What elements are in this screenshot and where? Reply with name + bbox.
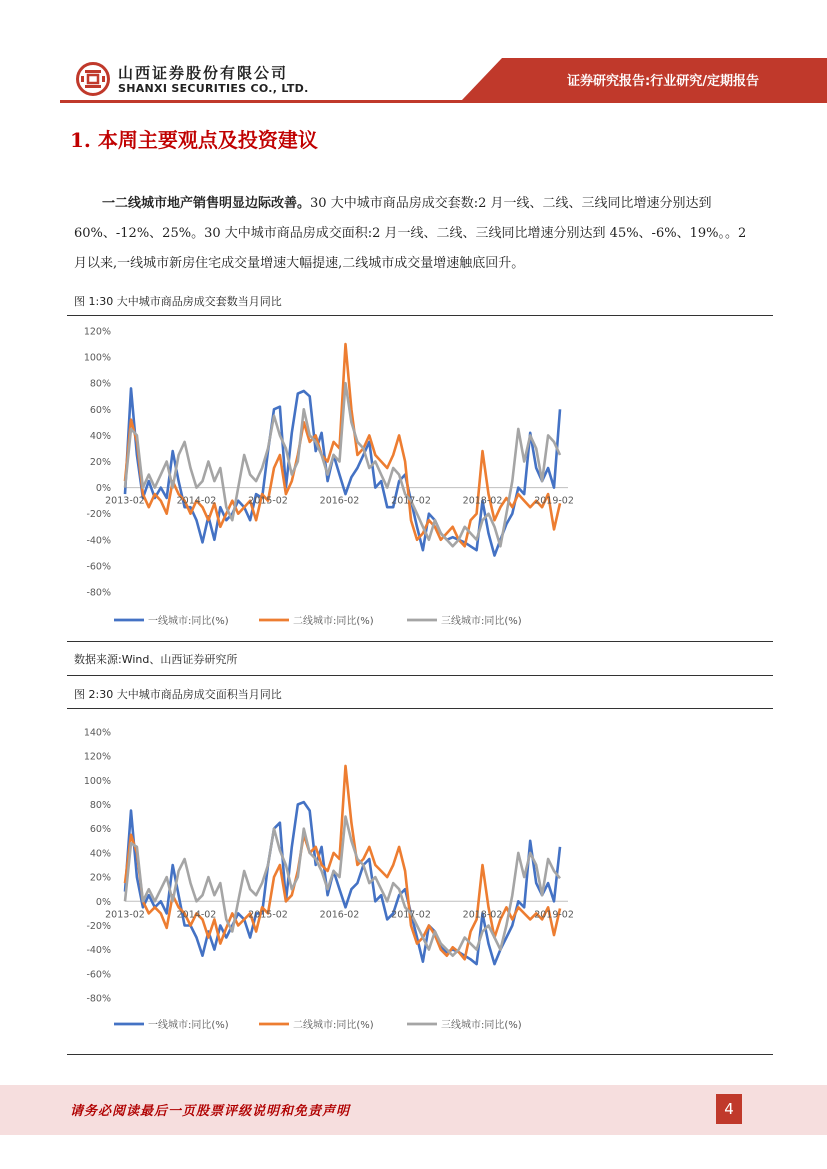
x-tick-label: 2019-02: [534, 495, 574, 507]
y-tick-label: 40%: [89, 430, 111, 442]
figure-2-title: 图 2:30 大中城市商品房成交面积当月同比: [74, 688, 282, 701]
legend-label-2: 二线城市:同比(%): [293, 616, 374, 627]
company-name-en: SHANXI SECURITIES CO., LTD.: [118, 82, 309, 95]
x-tick-label: 2018-02: [462, 495, 503, 507]
y-tick-label: -60%: [86, 969, 111, 981]
y-tick-label: -80%: [86, 993, 111, 1005]
x-tick-label: 2017-02: [391, 909, 431, 921]
y-tick-label: -20%: [86, 920, 111, 932]
legend-label-3: 三线城市:同比(%): [441, 616, 522, 627]
footer-disclaimer: 请务必阅读最后一页股票评级说明和免责声明: [70, 1104, 351, 1119]
figure-1-source: 数据来源:Wind、山西证券研究所: [74, 653, 238, 666]
x-tick-label: 2019-02: [534, 909, 574, 921]
x-tick-label: 2014-02: [176, 909, 217, 921]
y-tick-label: 120%: [83, 751, 111, 763]
y-tick-label: -60%: [86, 561, 111, 573]
company-name-cn: 山西证券股份有限公司: [118, 64, 289, 82]
y-tick-label: 80%: [89, 800, 111, 812]
x-tick-label: 2014-02: [176, 495, 217, 507]
x-tick-label: 2013-02: [105, 495, 145, 507]
figure-2-bottom-rule: [67, 1054, 773, 1055]
y-tick-label: 100%: [83, 352, 111, 364]
y-tick-label: 0%: [95, 483, 111, 495]
body-paragraph: [74, 189, 758, 279]
page-header: [0, 0, 827, 108]
series-line-3: [125, 383, 560, 546]
x-tick-label: 2016-02: [319, 909, 360, 921]
figure-1-top-rule: [67, 315, 773, 316]
series-line-2: [125, 766, 560, 959]
report-type-label: 证券研究报告:行业研究/定期报告: [567, 74, 759, 89]
y-tick-label: -20%: [86, 509, 111, 521]
figure-1-source-rule: [67, 675, 773, 676]
series-line-2: [125, 344, 560, 546]
x-tick-label: 2016-02: [319, 495, 360, 507]
y-tick-label: 40%: [89, 848, 111, 860]
y-tick-label: 20%: [89, 457, 111, 468]
y-tick-label: -80%: [86, 587, 111, 599]
x-tick-label: 2018-02: [462, 909, 503, 921]
figure-2-chart: [67, 711, 773, 1049]
section-title: 1. 本周主要观点及投资建议: [70, 128, 318, 152]
y-tick-label: 140%: [83, 727, 111, 739]
legend-label-1: 一线城市:同比(%): [148, 1020, 229, 1031]
y-tick-label: -40%: [86, 945, 111, 957]
x-tick-label: 2015-02: [248, 909, 288, 921]
figure-1-chart: [67, 318, 773, 640]
y-tick-label: 20%: [89, 872, 111, 884]
y-tick-label: -40%: [86, 535, 111, 547]
header-divider: [60, 100, 827, 103]
figure-1-title: 图 1:30 大中城市商品房成交套数当月同比: [74, 295, 282, 308]
y-tick-label: 0%: [95, 896, 111, 908]
x-tick-label: 2013-02: [105, 909, 145, 921]
figure-1-bottom-rule: [67, 641, 773, 642]
x-tick-label: 2017-02: [391, 495, 431, 507]
y-tick-label: 60%: [89, 824, 111, 836]
x-tick-label: 2015-02: [248, 495, 288, 507]
paragraph-text: 30 大中城市商品房成交套数:2 月一线、二线、三线同比增速分别达到 60%、-12%、25%。30 大中城市商品房成交面积:2 月一线、二线、三线同比增速分别达到 45%、-6%、19%。。2 月以来,一线城市新房住宅成交量增速大幅提速,二线城市成交量增速触底回升。: [74, 196, 747, 271]
figure-2-top-rule: [67, 708, 773, 709]
legend-label-2: 二线城市:同比(%): [293, 1020, 374, 1031]
legend-label-1: 一线城市:同比(%): [148, 616, 229, 627]
y-tick-label: 80%: [89, 378, 111, 390]
y-tick-label: 120%: [83, 326, 111, 338]
y-tick-label: 100%: [83, 775, 111, 787]
y-tick-label: 60%: [89, 404, 111, 416]
legend-label-3: 三线城市:同比(%): [441, 1020, 522, 1031]
page-number: 4: [716, 1094, 742, 1124]
company-logo-icon: [76, 62, 110, 96]
paragraph-lead: 一二线城市地产销售明显边际改善。: [102, 196, 311, 211]
